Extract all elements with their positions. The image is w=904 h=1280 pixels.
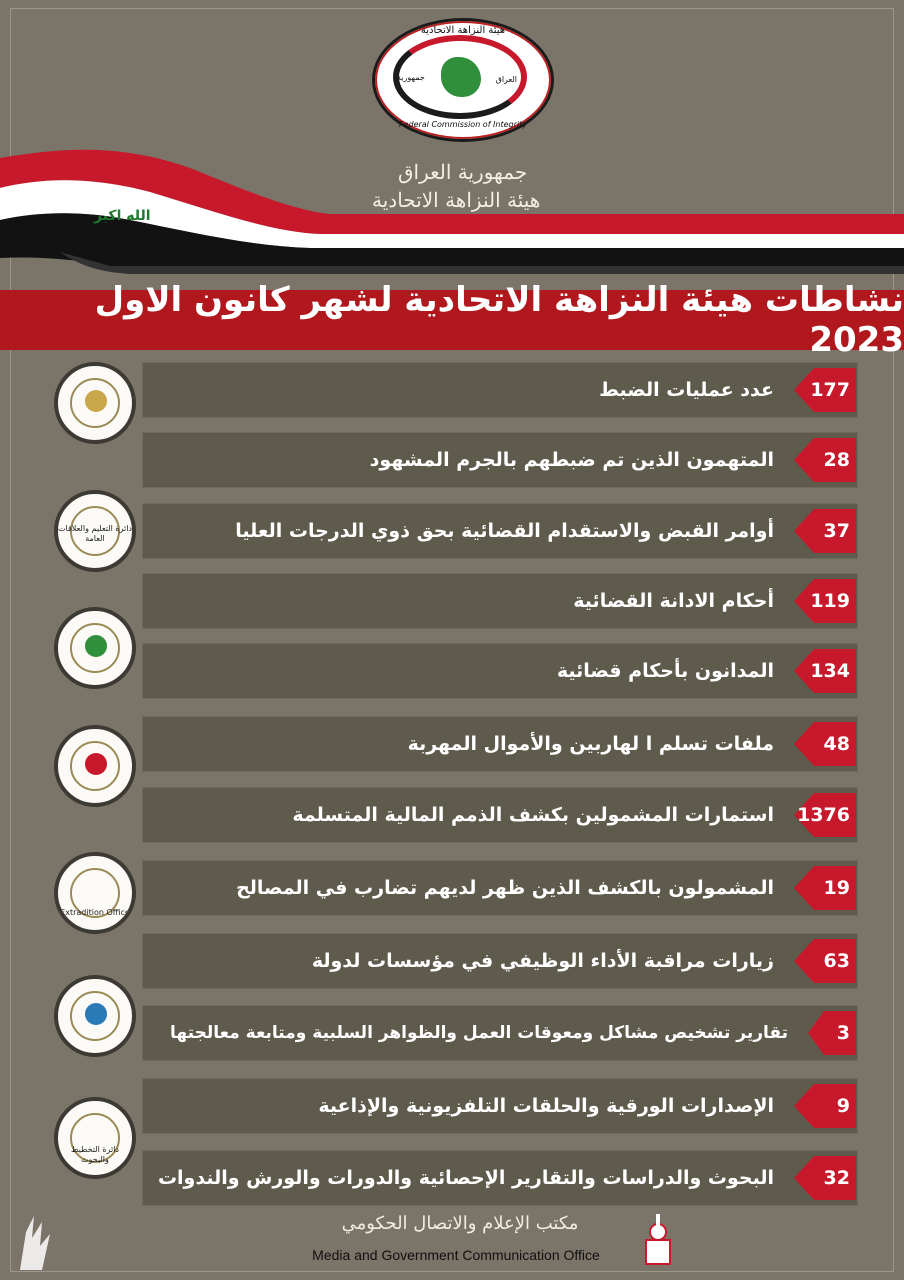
commission-logo bbox=[372, 18, 554, 142]
education-dept-icon bbox=[54, 490, 136, 572]
stat-label: المتهمون الذين تم ضبطهم بالجرم المشهود bbox=[369, 449, 774, 471]
stat-label: ملفات تسلم ا لهاربين والأموال المهربة bbox=[407, 733, 774, 755]
media-office-logo-icon bbox=[640, 1210, 676, 1266]
emblem-core bbox=[85, 390, 107, 412]
stat-label: تقارير تشخيص مشاكل ومعوقات العمل والظواهر السلبية ومتابعة معالجتها bbox=[170, 1023, 788, 1043]
stat-value: 32 bbox=[823, 1167, 850, 1189]
eagle-emblem-icon bbox=[54, 362, 136, 444]
stat-label: البحوث والدراسات والتقارير الإحصائية والدورات والورش والندوات bbox=[157, 1167, 774, 1189]
stat-value-wrap bbox=[794, 509, 856, 553]
stat-row bbox=[142, 643, 858, 699]
stat-value-wrap bbox=[808, 1011, 856, 1055]
stat-value: 48 bbox=[823, 733, 850, 755]
stat-value: 28 bbox=[823, 449, 850, 471]
flag-takbir-text: الله اكبر bbox=[94, 208, 151, 224]
footer-english: Media and Government Communication Office bbox=[312, 1247, 600, 1263]
prevention-dept-icon bbox=[54, 607, 136, 689]
stat-value-wrap bbox=[794, 1084, 856, 1128]
stat-row bbox=[142, 787, 858, 843]
emblem-core bbox=[85, 1003, 107, 1025]
stat-row bbox=[142, 1005, 858, 1061]
stat-value-wrap bbox=[794, 722, 856, 766]
emblem-core bbox=[85, 635, 107, 657]
arrow-badge-icon bbox=[794, 368, 856, 412]
stat-value: 134 bbox=[810, 660, 850, 682]
stat-value-wrap bbox=[794, 1156, 856, 1200]
stat-row bbox=[142, 1150, 858, 1206]
stat-label: المدانون بأحكام قضائية bbox=[556, 660, 774, 682]
stat-label: أحكام الادانة القضائية bbox=[573, 590, 774, 612]
agency-name: هيئة النزاهة الاتحادية bbox=[372, 188, 541, 212]
stat-value: 3 bbox=[836, 1022, 850, 1044]
iraq-map-icon bbox=[441, 57, 481, 97]
stat-value-wrap bbox=[794, 866, 856, 910]
stat-value: 1376 bbox=[797, 804, 850, 826]
recovery-dept-icon bbox=[54, 725, 136, 807]
stat-value-wrap bbox=[794, 579, 856, 623]
page-title-text: نشاطات هيئة النزاهة الاتحادية لشهر كانون الاول 2023 bbox=[94, 280, 904, 360]
stat-value: 19 bbox=[823, 877, 850, 899]
stat-row bbox=[142, 933, 858, 989]
stat-row bbox=[142, 860, 858, 916]
emblem-text: Extradition Office bbox=[60, 908, 130, 917]
emblem-text: دائرة التعليم والعلاقات العامة bbox=[58, 524, 132, 543]
stat-value: 37 bbox=[823, 520, 850, 542]
stat-label: استمارات المشمولين بكشف الذمم المالية المتسلمة bbox=[292, 804, 774, 826]
stat-value: 119 bbox=[810, 590, 850, 612]
stat-value-wrap bbox=[794, 793, 856, 837]
stat-label: عدد عمليات الضبط bbox=[599, 379, 774, 401]
emblem-text: دائرة التخطيط والبحوث bbox=[71, 1145, 119, 1164]
stat-row bbox=[142, 1078, 858, 1134]
stat-label: أوامر القبض والاستقدام القضائية بحق ذوي الدرجات العليا bbox=[235, 520, 774, 542]
stat-row bbox=[142, 503, 858, 559]
stat-label: الإصدارات الورقية والحلقات التلفزيونية والإذاعية bbox=[318, 1095, 774, 1117]
stat-value: 63 bbox=[823, 950, 850, 972]
emblem-core bbox=[85, 753, 107, 775]
stat-value-wrap bbox=[794, 649, 856, 693]
page-title bbox=[0, 280, 904, 360]
stat-value: 9 bbox=[836, 1095, 850, 1117]
logo-left-text: جمهورية bbox=[397, 73, 425, 82]
footer-arabic: مكتب الإعلام والاتصال الحكومي bbox=[341, 1213, 579, 1234]
stat-value: 177 bbox=[810, 379, 850, 401]
stat-value-wrap bbox=[794, 939, 856, 983]
logo-top-text: هيئة النزاهة الاتحادية bbox=[420, 25, 506, 36]
academy-icon bbox=[54, 975, 136, 1057]
logo-bottom-text: Federal Commission of Integrity bbox=[398, 120, 528, 129]
country-name: جمهورية العراق bbox=[398, 160, 528, 184]
stat-label: المشمولون بالكشف الذين ظهر لديهم تضارب في المصالح bbox=[236, 877, 774, 899]
stat-row bbox=[142, 432, 858, 488]
stat-value-wrap bbox=[794, 438, 856, 482]
extradition-office-icon bbox=[54, 852, 136, 934]
stat-row bbox=[142, 716, 858, 772]
stat-label: زيارات مراقبة الأداء الوظيفي في مؤسسات لدولة bbox=[311, 950, 774, 972]
stat-row bbox=[142, 573, 858, 629]
stat-row bbox=[142, 362, 858, 418]
planning-research-icon bbox=[54, 1097, 136, 1179]
logo-right-text: العراق bbox=[495, 75, 517, 84]
iraqi-news-logo-icon bbox=[12, 1212, 56, 1272]
